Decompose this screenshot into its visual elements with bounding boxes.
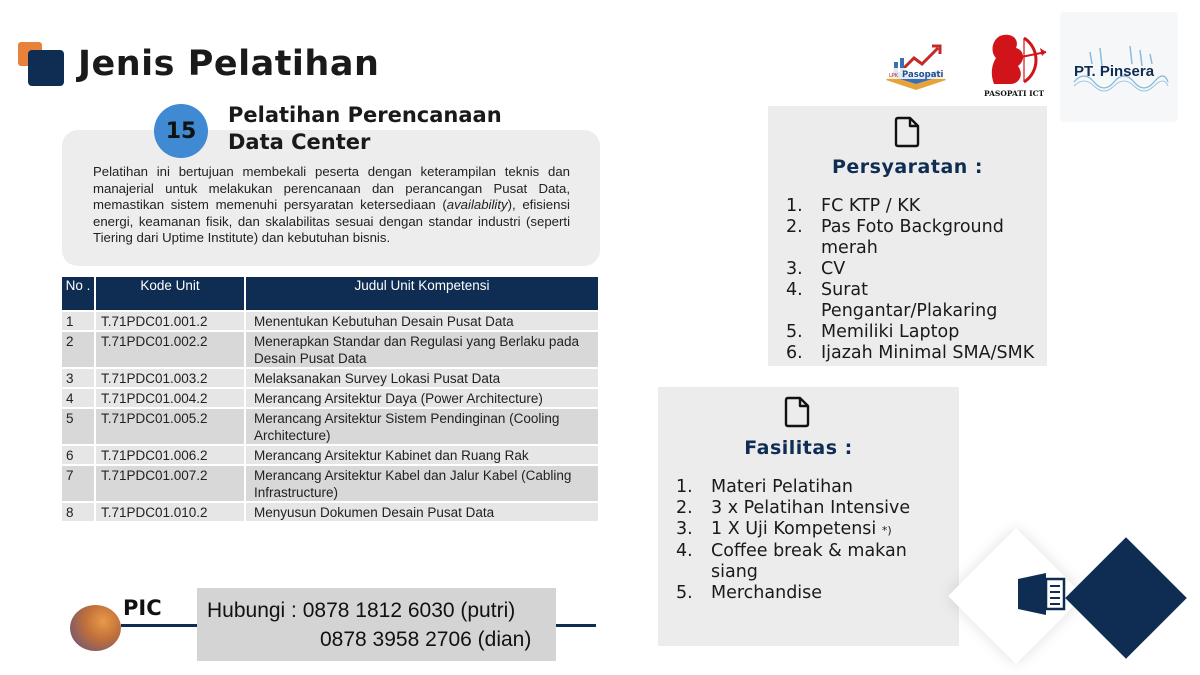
lpk-logo-prefix: LPK [889, 73, 899, 79]
list-text: Ijazah Minimal SMA/SMK [821, 343, 1035, 363]
list-item [676, 519, 926, 541]
ict-logo-text: PASOPATI ICT [984, 89, 1045, 98]
pic-label: PIC [123, 596, 162, 620]
row-number: 3 [62, 367, 96, 387]
row-title: Menerapkan Standar dan Regulasi yang Berlaku pada Desain Pusat Data [246, 330, 598, 367]
lpk-logo-text: Pasopati [902, 70, 944, 80]
row-number: 2 [62, 330, 96, 367]
list-number: 3. [786, 259, 803, 279]
row-title: Menentukan Kebutuhan Desain Pusat Data [246, 310, 598, 330]
row-code: T.71PDC01.003.2 [96, 367, 246, 387]
contact-phone-2: 0878 3958 2706 (dian) [320, 628, 532, 651]
header-judul-unit: Judul Unit Kompetensi [246, 277, 598, 310]
pic-divider-right [556, 624, 596, 627]
list-text: 1 X Uji Kompetensi [711, 519, 882, 539]
facilities-title: Fasilitas : [744, 437, 853, 459]
document-icon [781, 395, 813, 429]
row-number: 7 [62, 464, 96, 501]
footnote-marker: *) [881, 524, 892, 537]
requirements-list [786, 196, 1041, 364]
list-text: Merchandise [711, 583, 823, 603]
row-number: 6 [62, 444, 96, 464]
list-number: 6. [786, 343, 803, 363]
decor-diamond-navy [1065, 537, 1187, 659]
training-title-line2: Data Center [228, 130, 371, 154]
list-item [786, 259, 1041, 280]
row-title: Merancang Arsitektur Kabel dan Jalur Kabel (Cabling Infrastructure) [246, 464, 598, 501]
list-number: 2. [786, 217, 803, 237]
list-number: 1. [676, 477, 693, 497]
list-number: 4. [786, 280, 803, 300]
table-row [62, 387, 598, 407]
training-number-badge: 15 [154, 104, 208, 158]
list-item [786, 196, 1041, 217]
table-row [62, 464, 598, 501]
row-number: 1 [62, 310, 96, 330]
description-text-1: Pelatihan ini bertujuan membekali peserta dengan keterampilan teknis dan manajerial untuk melakukan perencanaan dan perancangan Pusat Data, memastikan sistem memenuhi persyaratan ketersediaan ( [93, 164, 570, 212]
description-text-2: ), efisiensi energi, keamanan fisik, dan skalabilitas sesuai dengan standar industri (seperti Tiering dari Uptime Institute) dan kebutuhan bisnis. [93, 197, 570, 245]
training-description [93, 164, 570, 247]
list-text: Materi Pelatihan [711, 477, 853, 497]
row-number: 4 [62, 387, 96, 407]
table-row [62, 444, 598, 464]
list-item [676, 583, 926, 604]
pic-decor-circle [70, 605, 121, 651]
table-row [62, 501, 598, 521]
row-code: T.71PDC01.010.2 [96, 501, 246, 521]
list-number: 5. [676, 583, 693, 603]
row-code: T.71PDC01.005.2 [96, 407, 246, 444]
table-row [62, 310, 598, 330]
list-text: Pas Foto Background merah [821, 217, 1004, 258]
description-italic: availability [446, 197, 508, 212]
table-row [62, 407, 598, 444]
row-code: T.71PDC01.001.2 [96, 310, 246, 330]
list-item [786, 322, 1041, 343]
header-kode-unit: Kode Unit [96, 277, 246, 310]
page-title: Jenis Pelatihan [78, 44, 380, 84]
row-title: Merancang Arsitektur Kabinet dan Ruang Rak [246, 444, 598, 464]
row-code: T.71PDC01.004.2 [96, 387, 246, 407]
row-code: T.71PDC01.007.2 [96, 464, 246, 501]
list-item [786, 280, 1041, 322]
pt-pinsera-logo [1070, 40, 1170, 100]
row-code: T.71PDC01.002.2 [96, 330, 246, 367]
lpk-pasopati-logo [880, 40, 952, 96]
header-accent-navy [28, 50, 64, 86]
row-title: Menyusun Dokumen Desain Pusat Data [246, 501, 598, 521]
document-icon [891, 115, 923, 149]
training-title-line1: Pelatihan Perencanaan [228, 103, 502, 127]
list-item [786, 343, 1041, 364]
list-number: 3. [676, 519, 693, 539]
requirements-title: Persyaratan : [831, 156, 984, 178]
list-number: 5. [786, 322, 803, 342]
list-number: 1. [786, 196, 803, 216]
pasopati-ict-logo [980, 28, 1050, 100]
list-text: FC KTP / KK [821, 196, 921, 216]
list-number: 4. [676, 541, 693, 561]
contact-phone-1: Hubungi : 0878 1812 6030 (putri) [207, 599, 516, 622]
list-item [676, 541, 926, 583]
list-text: Surat Pengantar/Plakaring [821, 280, 998, 321]
list-text: Coffee break & makan siang [711, 541, 907, 582]
word-document-icon [1016, 571, 1066, 617]
list-item [676, 477, 926, 498]
list-text: CV [821, 259, 846, 279]
competency-table [62, 277, 598, 521]
table-row [62, 367, 598, 387]
list-item [786, 217, 1041, 259]
pic-divider-left [121, 624, 197, 627]
list-item [676, 498, 926, 519]
training-title [228, 102, 502, 156]
header-no: No . [62, 277, 96, 310]
list-text: 3 x Pelatihan Intensive [711, 498, 911, 518]
table-header-row [62, 277, 598, 310]
list-number: 2. [676, 498, 693, 518]
row-number: 5 [62, 407, 96, 444]
table-row [62, 330, 598, 367]
row-title: Merancang Arsitektur Sistem Pendinginan (Cooling Architecture) [246, 407, 598, 444]
list-text: Memiliki Laptop [821, 322, 960, 342]
row-code: T.71PDC01.006.2 [96, 444, 246, 464]
row-title: Merancang Arsitektur Daya (Power Architecture) [246, 387, 598, 407]
row-number: 8 [62, 501, 96, 521]
facilities-list [676, 477, 926, 604]
row-title: Melaksanakan Survey Lokasi Pusat Data [246, 367, 598, 387]
pinsera-logo-text: PT. Pinsera [1074, 63, 1155, 80]
